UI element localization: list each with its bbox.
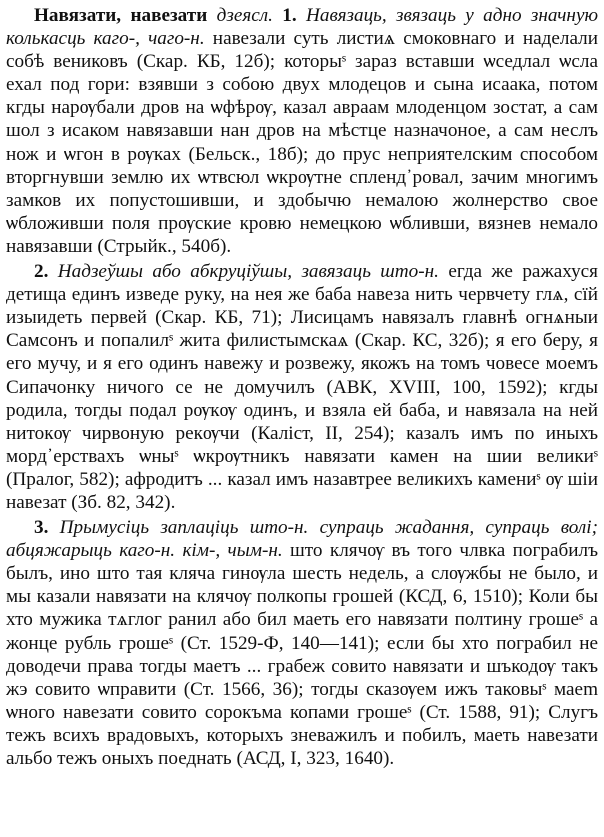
sense-number: 2. [34, 261, 49, 283]
headword: Навязати, навезати [34, 5, 208, 26]
sense-body: егда же ражахуся детища единъ изведе руку, на нея же баба навеза нить червчету глѧ, сїй изыидеть первей (Скар. КБ, 71); Лисицамъ навязалъ главнѣ огнѧныи Самсонъ и попалилˢ жита филистымскаѧ (Скар. КС, 32б); я его беру, я его мучу, и я его одинъ навежу и розвежу, якожъ на томъ човеcе моемъ Сипачонку ничого се не домучилъ (АВК, XVIII, 100, 1592); кгды родила, тогды подал рѹкѹ одинъ, и взяла ей баба, и навязала на ней нитокѹ чирвоную рекѹчи (Каліст, II, 254); казалъ имъ по иныхъ морд᾿ерствахъ ѡныˢ ѡкрѹтникъ навязати камен на шии великиˢ (Пралог, 582); афродитъ ... казал имъ назавтрее великихъ камениˢ ѹ шіи навезат (Зб. 82, 342). [6, 261, 599, 513]
sense-gloss: Надзеўшы або абкруціўшы, завязаць што-н. [57, 261, 439, 283]
sense-gloss: Прымусіць заплаціць што-н. супраць жадання, супраць волі; абцяжарыць каго-н. кім-, чым-н. [6, 517, 598, 562]
sense-body: што клячѹ въ того члвка пограбилъ былъ, ино што тая кляча гинѹла шесть недель, а слѹжбы не было, и мы казали навязати на клячѹ полкопы грошей (КСД, 6, 1510); Коли бы хто мужика тѧглог ранил або бил маеть его навязати полтину грошеˢ а жонце рубль грошеˢ (Ст. 1529-Ф, 140—141); если бы хто пограбил не доводечи права тогды маетъ ... грабеж совито навязати и шъкодѹ такъ жэ совито ѡправити (Ст. 1566, 36); тогды сказѹем ижъ таковыˢ маеm ѡного навезати совито сорокъма копами грошеˢ (Ст. 1588, 91); Слугъ тежъ всихъ врадовыхъ, которыхъ зневажилъ и побилъ, маеть навезати альбо тежъ оныхъ поеднать (АСД, I, 323, 1640). [6, 540, 598, 769]
sense-1-paragraph [6, 4, 598, 258]
sense-body: навезали суть листиѧ смоковнаго и наделали собѣ вениковъ (Скар. КБ, 12б); которыˢ зараз вставши ѡседлал ѡсла ехал под гори: взявши з собою двух млодецов и сына исаака, потом кгды нарѹбали дров на ѡфѣрѹ, казал авраам млоденцом зостат, а сам шол з исаком навязавши нан дров на мѣстце назначоное, а сам неслъ нож и ѡгон в рѹках (Бельск., 18б); до прус неприятелским способом вторгнувши землю их ѡтвсюл ѡкрѹтне спленд᾿ровал, зачим многимъ замков их попустошивши, и здобычю немалою жолнерство свое ѡбложивши поля прѹские кровю немецкою ѡбливши, вязнев немало навязавши (Стрыйк., 540б). [6, 28, 599, 257]
sense-gloss: Навязаць, звязаць у адно значную колькасць каго-, чаго-н. [6, 5, 598, 50]
sense-number: 3. [34, 517, 49, 539]
sense-2-paragraph [6, 260, 598, 514]
sense-3-paragraph [6, 516, 598, 770]
dictionary-page [6, 4, 598, 772]
part-of-speech: дзеясл. [216, 5, 273, 26]
sense-number: 1. [282, 5, 297, 26]
